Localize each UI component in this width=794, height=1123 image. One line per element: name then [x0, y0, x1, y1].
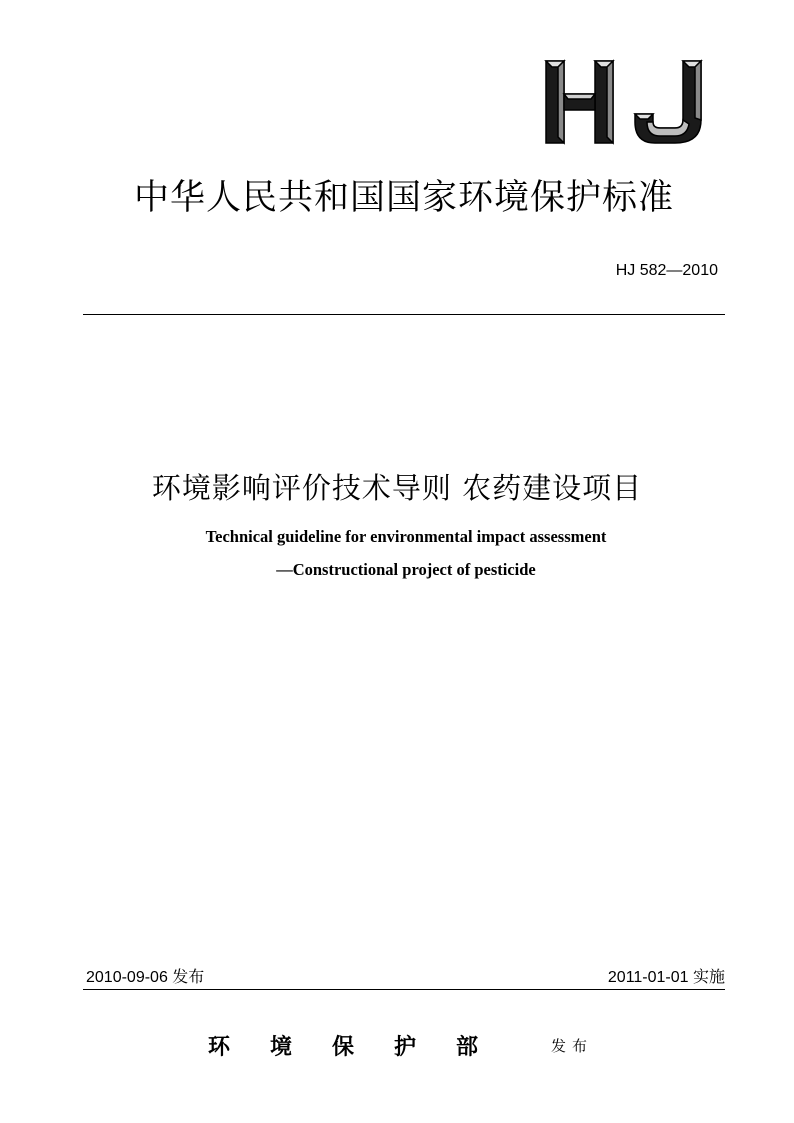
issuing-authority: 环境保护部: [208, 1035, 519, 1060]
effective-date: 2011-01-01 实施: [607, 969, 725, 986]
document-title-en-line1: Technical guideline for environmental impact assessment: [205, 527, 607, 546]
hj-logo: [543, 58, 707, 146]
publish-date: 2010-09-06 发布: [86, 969, 205, 986]
document-title-cn: 环境影响评价技术导则 农药建设项目: [151, 471, 643, 505]
standard-category-title: 中华人民共和国国家环境保护标准: [133, 178, 674, 218]
standard-number: HJ 582—2010: [615, 262, 718, 279]
header-divider: [83, 314, 725, 315]
document-title-en-line2: —Constructional project of pesticide: [276, 560, 536, 579]
footer-divider: [83, 989, 725, 990]
issue-label: 发布: [551, 1037, 594, 1055]
